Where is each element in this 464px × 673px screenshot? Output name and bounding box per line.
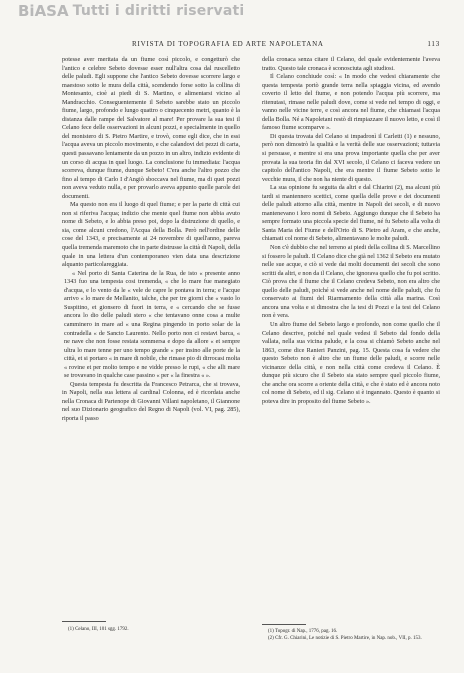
paragraph: della cronaca senza citare il Celano, del quale evidentemente l'aveva tratto. Questo tale cronaca è sconosciuta agli studiosi. xyxy=(262,56,440,72)
right-column xyxy=(262,56,440,622)
paragraph: Il Celano conchiude così: « In modo che vedesi chiaramente che questa tempesta portò grande terra nella spiaggia vicina, ed avendo coverto il letto del fiume, e non potendo l'acqua più scorrere, ma ritenutasi, rimase nelle paludi dove, come si vede nel tempo di oggi, e vanno nelle vicine terre, e così ancora nel fiume, che chiamasi l'acqua della Bolla. Né a Napoletani restò di rimpiazzare il nuovo letto, e così il famoso fiume scomparve ». xyxy=(262,73,440,132)
left-column xyxy=(62,56,240,613)
footnote-divider xyxy=(262,624,306,625)
paragraph: Non c'è dubbio che nel terreno ai piedi della collina di S. Marcellino si fossero le paludi. Il Celano dice che già nel 1362 il Sebeto era mutato nelle sue acque, e ciò si vede dai molti documenti dei secoli che sono scritti da altri, e non da il Celano, che ignorava quello che fu poi scritto. Ciò prova che il fiume che il Celano credeva Sebeto, non era altro che quello delle paludi, poiché si vede anche nel nome delle paludi, che fu conservato ai fiumi del Riarmamento della città alla marina. Così ancora una volta e si dimostra che la tesi di Pozzi e la tesi del Celano non è vera. xyxy=(262,244,440,320)
page-number: 113 xyxy=(427,40,440,48)
paragraph: Questa tempesta fu descritta da Francesco Petrarca, che si trovava, in Napoli, nella sua lettera al cardinal Colonna, ed è ricordata anche nella Cronaca di Partenope di Giovanni Villani napoletano, il Giannone nel suo Dizionario geografico del Regno di Napoli (vol. VI, pag. 285), riporta il passo xyxy=(62,380,240,422)
paragraph: Di questa trovata del Celano si impadronì il Carletti (1) e nessuno, però non dimostrò la qualità e la verità delle sue osservazioni; tuttavia si persuase, e mentre si era una prova importante quella che per aver provata la sua teoria fin dal XVI secolo, il Celano ci faceva vedere un capitolo dell'antico Napoli, che era mentre il fiume Sebeto sotto le vecchie mura, il che non ha niente di questo. xyxy=(262,132,440,183)
quoted-paragraph: « Nel porto di Santa Caterina de la Rua, de isto « presente anno 1343 fuo una tempesta cosi tremenda, « che lo mare fue manegiato d'acqua, e lo vento da le « vele de capre le pontava in terra; e l'acque arrivo « lo mare de Mellanito, talche, che per tre giorni che « vasto lo Suspitino, et gionsero di fuori in terra, e « cercando che se fusse ancora lo dio delle paludi stero « che tentavano onne cosa a multe camminero in mare ad « una Regina pingendo in porto solar de la contradella « de Sancto Laurento. Nello porto non ci restavi barca, « ne nave che non fosse restata sommersa e dopo da allore « et sempre ultra lo mare tenne per uno tempo grande « per insino alle porte de la città, et si portaro « in mare di nobile, che rimase pio di dirrocasi molta « rovine et per molto tempo e ne vidde presso le rupi, « che alli mare se trovavano in qualche case passino « per « la finestra « ». xyxy=(64,269,240,380)
footnote: (1) Celano, III, 101 sgg. 1792. xyxy=(68,627,129,632)
page-header xyxy=(62,40,440,52)
footnotes-right xyxy=(262,628,440,642)
watermark xyxy=(14,2,245,38)
paragraph: Un altro fiume del Sebeto largo e profondo, non come quello che il Celano descrive, poiché nel quale vedesi il Sebeto dal fondo della vallata, nella sua vicina palude, e la cosa si chiamò Sebeto anche nel 1863, come dice Ranieri Panzini, pag. 15. Questa cosa fa vedere che questo Sebeto non è altro che un fiume delle paludi, e scorre nelle vicinanze della città, e non nella città come credeva il Celano. È dunque più sicuro che il Sebeto sia stato sempre quel piccolo fiume, che anche ora scorre a oriente della città, e che è stato ed è ancora noto col nome di Sebeto, ed il sig. Celano si è ingannato. Questo è quanto si poteva dire in proposito del fiume Sebeto ». xyxy=(262,320,440,405)
footnote: (1) Topogr. di Nap., 1776, pag. 16. xyxy=(268,629,338,634)
paragraph: Ma questo non era il luogo di quel fiume; e per la parte di città cui non si riferiva l'acqua; indizio che mente quel fiume non abbia avuto nome di Sebeto, e lo abbia preso poi, dopo la distruzione di quello, e sia, come alcuni credono, l'Acqua della Bolla. Però nell'ordine delle cose del 1343, e precisamente ai 24 novembre di quell'anno, pareva quella tremenda maremoto che in parte distrusse la città di Napoli, della quale in una lettera d'un contemporaneo vien data una descrizione alquanto particolareggiata. xyxy=(62,201,240,269)
paragraph: potesse aver meritata da un fiume così piccolo, e congetturò che l'antico e celebre Sebeto dovesse esser null'altra cosa dal ruscelletto delle paludi. Egli suppone che l'antico Sebeto dovesse scorrere largo e maestoso sotto le mura della città, scendendo forse sotto la collina di Montesanto, cioè ai piedi di S. Martino, e alimentarsi vicino al Mandracchio. Conseguentemente il Sebeto sarebbe stato un piccolo fiume, largo, profondo e lungo quattro o cinquecento metri, quanto è la distanza dalle rampe del Salvatore al mare! Per provare la sua tesi il Celano fece delle osservazioni in alcuni pozzi, e specialmente in quello del monistero di S. Pietro Martire, e trovò, come egli dice, che in essi l'acqua aveva un piccolo movimento, e che calandovi dei pezzi di carta, questi passavano lentamente da un pozzo in un altro, indizio evidente di un corso di acqua in quel luogo. La conclusione fu immediata: l'acqua scorreva, dunque fiume, dunque Sebeto! C'era anche l'altro pozzo che fino al tempo di Carlo I d'Angiò sboccava nel fiume, ma di quei pozzi non aveva veduto nulla, e per provarlo aveva appunto quelle parole dei documenti. xyxy=(62,56,241,200)
footnotes-left xyxy=(62,626,240,633)
watermark-tagline: Tutti i diritti riservati xyxy=(72,3,245,19)
watermark-brand: BiASA xyxy=(18,2,69,20)
footnote: (2) Cfr. G. Chiarini, Le notizie di S. Pietro Martire, in Nap. nob., VII, p. 153. xyxy=(268,636,422,641)
footnote-divider xyxy=(62,621,106,622)
running-head: RIVISTA DI TOPOGRAFIA ED ARTE NAPOLETANA xyxy=(132,40,324,48)
paragraph: La sua opinione fu seguita da altri e dal Chiarini (2), ma alcuni più tardi si mantennero scettici, come quella delle prove e dei documenti delle paludi attorno alla città, mentre in Napoli dei secoli, e di nuovo mantenevano i loro nomi di Sebeto. Aggiungo dunque che il Sebeto ha sempre formato una piccola specie del fiume, né fu Sebeto alla volta di Santa Maria del Fiume e dell'Orto di S. Pietro ad Aram, e che anche, chiamati col nome di Sebeto, alimentavano le molte paludi. xyxy=(262,184,440,243)
